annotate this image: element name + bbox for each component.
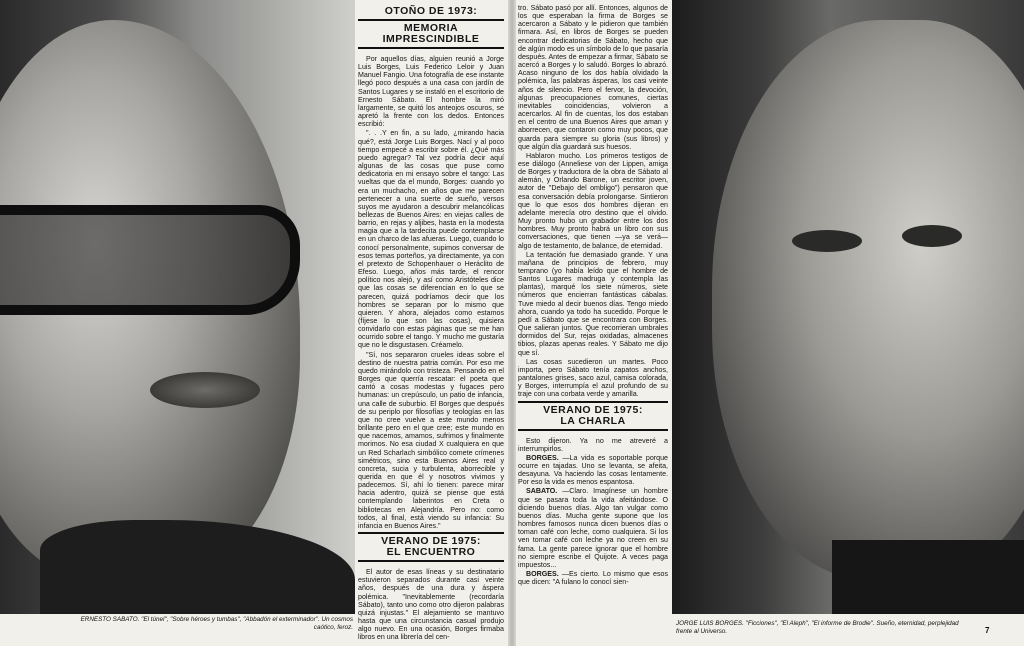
dialogue-line [518,570,668,586]
heading-rule [358,560,504,562]
photo-borges [672,0,1024,614]
glasses [0,205,300,315]
paragraph: tro. Sábato pasó por allí. Entonces, algunos de los que esperaban la firma de Borges se acercaron a Sábato y le pidieron que también firmara. Así, en libros de Borges se pueden encontrar dedicatorias de Sábato, hecho que de algún modo es un símbolo de lo que pasaría después. Antes de empezar a firmar, Sábato se acercó a Borges y lo saludó. Borges lo abrazó. Acaso ninguno de los dos había olvidado la polémica, las palabras ásperas, los casi veinte años de silencio. Pero el fervor, la devoción, algunas preocupaciones comunes, ciertas inevitables coincidencias, volvieron a acercarlos. Al fin de cuentas, los dos estaban en el centro de una Buenos Aires que aman y aborrecen, que contaron como muy pocos, que guarda para siempre su gloria (sus libros) y que algún día guardará sus huesos. [518,4,668,151]
heading-line: EL ENCUENTRO [386,546,476,559]
coat [40,520,355,614]
heading-rule [518,401,668,403]
photo-caption-left: ERNESTO SABATO. "El túnel", "Sobre héroes y tumbas", "Abbadón el exterminador". Un cosmos caótico, feroz. [80,616,353,631]
heading-line: VERANO DE 1975: [543,403,643,416]
paragraph: Hablaron mucho. Los primeros testigos de ese diálogo (Anneliese von der Lippen, amiga de Borges y traductora de la obra de Sábato al alemán, y Orlando Barone, un escritor joven, autor de "Debajo del ombligo") pensaron que esa conversación debía prolongarse. Sintieron que lo que esos dos hombres dijeran en adelante merecía otro destino que el olvido. Muy pronto hubo un grabador entre los dos hombres. Muy pronto habrá un libro con sus conversaciones, que tienen —ya se verá— algo de testamento, de balance, de eternidad. [518,151,668,250]
paragraph: "Sí, nos separaron crueles ideas sobre el destino de nuestra patria común. Por eso me quedo mirándolo con tristeza. Pensando en el Borges que querría rescatar: el poeta que cantó a cosas modestas y fugaces pero humanas: un crepúsculo, un patio de infancia, una calle de suburbio. El Borges que después de su periplo por filosofías y teologías en las que no cree vuelve a este mundo menos brillante pero en el que cree; este mundo en que nacemos, amamos, sufrimos y finalmente morimos. No esa ciudad X cualquiera en que un Red Scharlach simbólico comete crímenes simétricos, sino esta Buenos Aires real y concreta, sucia y turbulenta, aborrecible y querida en que él y nosotros vivimos y padecemos. Sí, ahí lo tienen: parece mirar hacia adentro, quizá se piense que está contemplando laberintos en Creta o bibliotecas en Alejandría. Pero no: como todos, al final, está viendo su infancia: Su infancia en Buenos Aires." [358,350,504,530]
page-gutter [508,0,516,646]
dialogue-line [518,487,668,569]
paragraph: Las cosas sucedieron un martes. Poco importa, pero Sábato tenía zapatos anchos, pantalones grises, saco azul, camisa colorada, y Borges, interrumpía el azul profundo de su traje con una corbata verde y amarilla. [518,357,668,399]
paragraph: Esto dijeron. Ya no me atreveré a interrumpirlos. [518,436,668,453]
eye [902,225,962,247]
heading-rule [358,19,504,21]
section-heading [518,401,668,431]
text-column-left [358,4,504,644]
paragraph: El autor de esas líneas y su destinatario estuvieron separados durante casi veinte años, después de una dura y áspera polémica. "Inevitablemente (recordaría Sábato), tanto uno como otro dijeron palabras quizá injustas." El alejamiento se mantuvo hasta que una circunstancia casual produjo algo nuevo. En una ocasión, Borges firmaba libros en una librería del cen- [358,568,504,642]
mustache [150,372,260,408]
heading-rule [358,532,504,534]
heading-line: OTOÑO DE 1973: [384,5,478,17]
heading-line: VERANO DE 1975: [381,535,481,548]
dialogue-line [518,454,668,487]
photo-sabato [0,0,355,614]
heading-line: LA CHARLA [560,414,626,427]
speaker-name: BORGES. [526,570,559,578]
dialogue-text: —Es cierto. Lo mismo que esos que dicen: "A fulano lo conocí sien- [518,570,668,587]
paragraph: ". . .Y en fin, a su lado, ¿mirando hacia qué?, está Jorge Luis Borges. Nací y al poco tiempo empecé a escribir sobre él. ¿Qué más puedo agregar? Tal vez podría decir aquí algunas de las cosas que puse como dedicatoria en mi ensayo sobre el tango: Las vueltas que da el mundo, Borges: cuando yo era un muchacho, en años que me parecen pertenecer a una suerte de sueño, versos suyos me ayudaron a descubrir melancólicas bellezas de Buenos Aires: en viejas calles de barrio, en rejas y aljibes, hasta en la modesta magia que a la tardecita puede contemplarse en un charco de las afueras. Luego, cuando lo conocí personalmente, supimos conversar de esos temas porteños, ya directamente, ya con el pretexto de Schopenhauer o Heráclito de Efeso. Luego, años más tarde, el rencor político nos alejó, y así como Aristóteles dice que las cosas se diferencian en lo que se parecen, quizá podríamos decir que los hombres se separan por lo mismo que quieren. Y ahora, alejados como estamos (fíjese lo que son las cosas), quisiera convidarlo con estas páginas que se me han ocurrido sobre el tango. Y mucho me gustaría que no le disgustasen. Créamelo. [358,129,504,350]
heading-line: IMPRESCINDIBLE [382,33,480,45]
text-column-right [518,4,668,644]
eye [792,230,862,252]
paragraph: La tentación fue demasiado grande. Y una mañana de principios de febrero, muy temprano (yo había leído que el hombre de Santos Lugares madruga y contempla las plantas), marqué los siete números, siete números que encierran fantásticas cábalas. Tuve miedo al decir buenos días. Tengo miedo ahora, cuando ya todo ha sucedido. Porque le pedí a Sábato que se encontrara con Borges. Que salieran juntos. Que recorrieran umbrales dormidos del Sur, rejas oxidadas, almacenes tibios, plazas apenas reales. Y Sábato me dijo que sí. [518,250,668,357]
speaker-name: SABATO. [526,487,558,496]
photo-caption-right: JORGE LUIS BORGES. "Ficciones", "El Aleph", "El informe de Brodie". Sueño, eternidad, perplejidad frente al Universo. [676,620,959,635]
coat [832,540,1024,614]
section-heading [358,532,504,562]
heading-line: MEMORIA [403,22,459,34]
speaker-name: BORGES. [526,453,559,462]
section-heading [358,6,504,49]
face-shape [712,20,1024,580]
heading-rule [518,429,668,431]
page-number: 7 [985,626,990,635]
heading-rule [358,47,504,49]
dialogue-text: —Claro. Imagínese un hombre que se pasara toda la vida afeitándose. O diciendo buenos días. Algo tan vulgar como buenos días. Mucha gente supone que los hombres famosos nunca dicen buenos días o toman café con leche, como cualquiera. Si los ven tomar café con leche ya no creen en su fama. La gente parece ignorar que el hombre no siempre escribe el Quijote. A veces paga impuestos... [518,487,668,569]
dialogue-text: —La vida es soportable porque ocurre en tajadas. Uno se levanta, se afeita, desayuna. Va haciendo las cosas lentamente. Por eso la vida es menos espantosa. [518,453,668,487]
paragraph: Por aquellos días, alguien reunió a Jorge Luis Borges, Luis Federico Leloir y Juan Manuel Fangio. Una fotografía de ese instante llegó poco después a una casa con jardín de Santos Lugares y se instaló en el escritorio de Ernesto Sábato. El hombre la miró largamente, se quitó los anteojos oscuros, se apretó la frente con los dedos. Entonces escribió: [358,55,504,129]
